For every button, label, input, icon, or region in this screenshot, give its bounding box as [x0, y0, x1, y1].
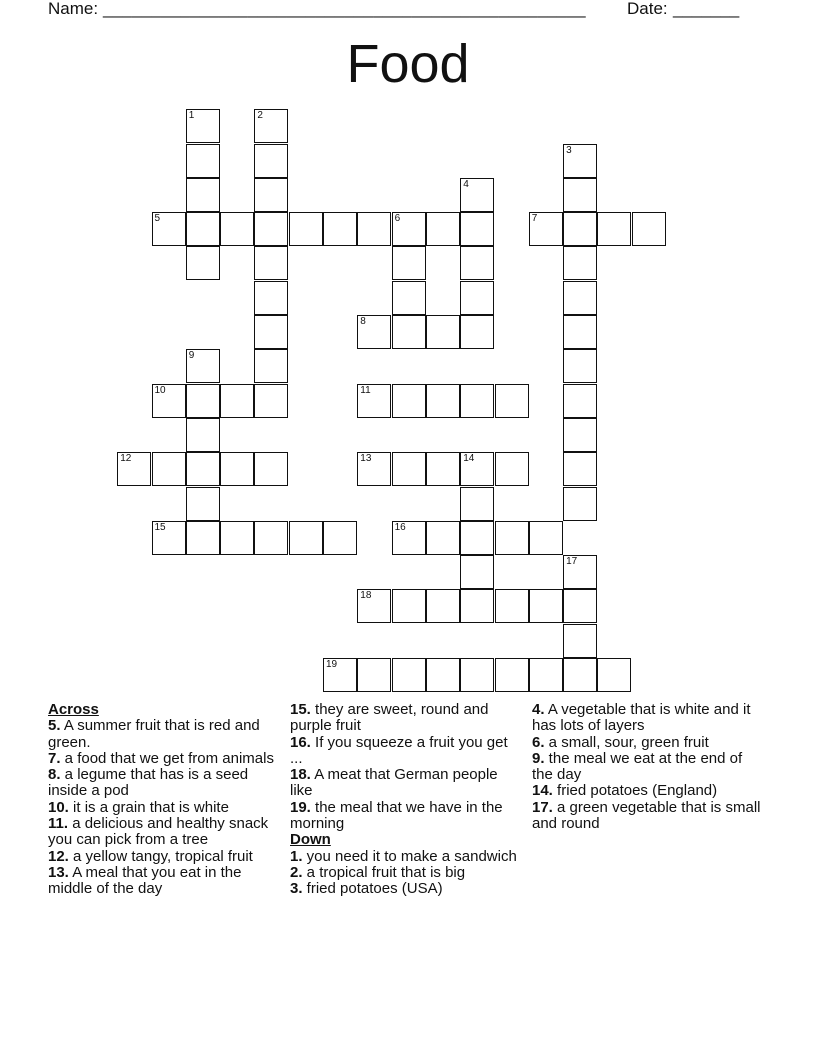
down-clue [290, 849, 522, 865]
across-clue [290, 767, 522, 800]
across-heading: Across [48, 701, 99, 718]
clue-number: 2. [290, 863, 303, 881]
across-clue [48, 800, 280, 816]
clue-number: 6 [394, 213, 401, 225]
grid-cell-1[interactable] [186, 109, 220, 143]
clue-text: a delicious and healthy snack you can pick from a tree [48, 815, 269, 849]
grid-cell[interactable] [323, 212, 357, 246]
grid-cell[interactable] [460, 384, 494, 418]
grid-cell[interactable] [460, 589, 494, 623]
across-clue [48, 849, 280, 865]
clue-number: 8. [48, 766, 61, 784]
down-clue [532, 783, 764, 799]
down-clue [532, 751, 764, 784]
clue-text: A meat that German people like [290, 766, 498, 800]
date-line[interactable]: _______ [673, 0, 740, 18]
clue-number: 5. [48, 717, 61, 735]
clue-number: 18 [360, 590, 372, 602]
grid-cell[interactable] [254, 246, 288, 280]
grid-cell[interactable] [460, 521, 494, 555]
grid-cell[interactable] [529, 589, 563, 623]
grid-cell[interactable] [426, 212, 460, 246]
clue-text: A meal that you eat in the middle of the day [48, 863, 242, 898]
grid-cell[interactable] [563, 212, 597, 246]
down-heading: Down [290, 831, 331, 849]
clue-text: If you squeeze a fruit you get ... [290, 733, 508, 767]
clue-number: 8 [360, 316, 366, 327]
clue-number: 6. [532, 733, 545, 751]
grid-cell[interactable] [220, 384, 254, 418]
grid-cell[interactable] [460, 281, 494, 315]
grid-cell[interactable] [563, 315, 597, 349]
grid-cell[interactable] [323, 521, 357, 555]
grid-cell-6[interactable] [392, 212, 426, 246]
clue-text: a legume that has is a seed inside a pod [48, 766, 249, 800]
clue-number: 15. [290, 701, 311, 718]
date-label: Date: [627, 0, 668, 18]
grid-cell[interactable] [254, 315, 288, 349]
grid-cell[interactable] [563, 349, 597, 383]
grid-cell[interactable] [460, 212, 494, 246]
across-clue [48, 865, 280, 898]
grid-cell[interactable] [563, 624, 597, 658]
down-clue [532, 800, 764, 833]
across-clue [48, 816, 280, 849]
grid-cell-18[interactable] [357, 589, 391, 623]
grid-cell[interactable] [357, 658, 391, 692]
grid-cell[interactable] [460, 246, 494, 280]
clue-number: 10. [48, 798, 69, 816]
grid-cell[interactable] [460, 487, 494, 521]
down-clue [532, 735, 764, 751]
grid-cell[interactable] [152, 452, 186, 486]
grid-cell-17[interactable] [563, 555, 597, 589]
clue-text: a green vegetable that is small and round [532, 798, 761, 833]
clue-text: the meal that we have in the morning [290, 798, 503, 833]
grid-cell-7[interactable] [529, 212, 563, 246]
grid-cell[interactable] [186, 144, 220, 178]
down-clues-list-2 [532, 702, 764, 832]
grid-cell[interactable] [392, 452, 426, 486]
grid-cell[interactable] [460, 555, 494, 589]
grid-cell-10[interactable] [152, 384, 186, 418]
grid-cell[interactable] [254, 144, 288, 178]
grid-cell[interactable] [186, 384, 220, 418]
across-clue [48, 718, 280, 751]
grid-cell[interactable] [495, 658, 529, 692]
grid-cell[interactable] [460, 658, 494, 692]
across-clues-list-2 [290, 702, 522, 832]
clue-number: 14 [463, 453, 475, 465]
grid-cell-14[interactable] [460, 452, 494, 486]
clue-text: fried potatoes (USA) [302, 880, 443, 898]
clue-number: 9. [532, 749, 545, 767]
clue-number: 7. [48, 749, 61, 767]
grid-cell[interactable] [254, 384, 288, 418]
clue-number: 2 [257, 110, 263, 122]
grid-cell[interactable] [563, 452, 597, 486]
clue-text: it is a grain that is white [68, 798, 229, 816]
clue-number: 5 [154, 213, 161, 225]
across-clue [290, 800, 522, 833]
across-clue [48, 751, 280, 767]
grid-cell[interactable] [426, 384, 460, 418]
clue-number: 13. [48, 863, 69, 881]
clue-text: A vegetable that is white and it has lots of layers [532, 701, 751, 735]
clues-column-3 [532, 702, 764, 832]
grid-cell[interactable] [597, 212, 631, 246]
clue-number: 13 [360, 453, 372, 465]
grid-cell[interactable] [254, 452, 288, 486]
clue-text: the meal we eat at the end of the day [532, 749, 743, 784]
clue-number: 12 [120, 453, 132, 465]
grid-cell[interactable] [563, 658, 597, 692]
grid-cell-3[interactable] [563, 144, 597, 178]
name-label: Name: [48, 0, 99, 18]
grid-cell[interactable] [529, 521, 563, 555]
grid-cell[interactable] [495, 452, 529, 486]
grid-cell[interactable] [254, 178, 288, 212]
grid-cell[interactable] [186, 452, 220, 486]
grid-cell[interactable] [289, 521, 323, 555]
clue-text: fried potatoes (England) [552, 782, 718, 800]
grid-cell[interactable] [186, 212, 220, 246]
grid-cell[interactable] [426, 589, 460, 623]
clue-text: a small, sour, green fruit [544, 733, 709, 751]
clue-text: they are sweet, round and purple fruit [290, 701, 489, 735]
grid-cell[interactable] [186, 521, 220, 555]
grid-cell[interactable] [426, 521, 460, 555]
grid-cell-4[interactable] [460, 178, 494, 212]
grid-cell-15[interactable] [152, 521, 186, 555]
clue-number: 7 [531, 213, 538, 225]
grid-cell[interactable] [495, 384, 529, 418]
clue-text: A summer fruit that is red and green. [48, 717, 260, 751]
clues-column-2 [290, 702, 522, 898]
grid-cell[interactable] [392, 246, 426, 280]
grid-cell-9[interactable] [186, 349, 220, 383]
grid-cell[interactable] [220, 452, 254, 486]
grid-cell[interactable] [563, 589, 597, 623]
clue-number: 12. [48, 847, 69, 865]
grid-cell-11[interactable] [357, 384, 391, 418]
grid-cell[interactable] [186, 418, 220, 452]
clue-number: 18. [290, 766, 311, 784]
clue-number: 1. [290, 847, 303, 865]
grid-cell-19[interactable] [323, 658, 357, 692]
clue-number: 16. [290, 733, 311, 751]
clue-number: 9 [188, 350, 195, 362]
grid-cell[interactable] [186, 246, 220, 280]
grid-cell-13[interactable] [357, 452, 391, 486]
grid-cell[interactable] [186, 178, 220, 212]
grid-cell-12[interactable] [117, 452, 151, 486]
clue-text: a tropical fruit that is big [302, 863, 466, 881]
grid-cell[interactable] [460, 315, 494, 349]
grid-cell[interactable] [563, 487, 597, 521]
clue-number: 11 [360, 384, 371, 396]
grid-cell[interactable] [597, 658, 631, 692]
grid-cell[interactable] [426, 315, 460, 349]
clue-number: 15 [154, 521, 166, 533]
grid-cell[interactable] [529, 658, 563, 692]
down-clues-list-1 [290, 849, 522, 898]
page-title: Food [346, 34, 470, 94]
clue-number: 1 [188, 110, 195, 122]
grid-cell[interactable] [357, 212, 391, 246]
grid-cell[interactable] [426, 452, 460, 486]
clue-number: 16 [394, 521, 406, 533]
clue-text: you need it to make a sandwich [302, 847, 517, 865]
grid-cell[interactable] [392, 315, 426, 349]
grid-cell[interactable] [392, 281, 426, 315]
grid-cell[interactable] [220, 521, 254, 555]
clue-number: 14. [532, 782, 553, 800]
grid-cell[interactable] [254, 281, 288, 315]
grid-cell[interactable] [392, 384, 426, 418]
clue-number: 4 [463, 178, 469, 190]
grid-cell[interactable] [254, 349, 288, 383]
grid-cell[interactable] [392, 589, 426, 623]
grid-cell[interactable] [426, 658, 460, 692]
grid-cell[interactable] [186, 487, 220, 521]
grid-cell[interactable] [563, 384, 597, 418]
clue-text: a yellow tangy, tropical fruit [68, 847, 253, 865]
clue-number: 4. [532, 701, 545, 718]
down-clue [532, 702, 764, 735]
grid-cell[interactable] [495, 521, 529, 555]
clue-text: a food that we get from animals [60, 749, 274, 767]
grid-cell-5[interactable] [152, 212, 186, 246]
down-clue [290, 865, 522, 881]
clue-number: 3 [566, 144, 572, 156]
grid-cell[interactable] [632, 212, 666, 246]
grid-cell[interactable] [563, 178, 597, 212]
clue-number: 17. [532, 798, 553, 816]
clues-column-1 [48, 702, 280, 898]
grid-cell-2[interactable] [254, 109, 288, 143]
grid-cell[interactable] [563, 418, 597, 452]
across-clues-list-1 [48, 718, 280, 897]
grid-cell[interactable] [392, 658, 426, 692]
grid-cell[interactable] [254, 212, 288, 246]
clue-number: 17 [566, 556, 578, 568]
clue-number: 3. [290, 880, 303, 898]
clue-number: 19 [326, 659, 338, 670]
grid-cell[interactable] [495, 589, 529, 623]
name-line[interactable]: __________________________________________________ [103, 0, 586, 18]
grid-cell[interactable] [254, 521, 288, 555]
down-clue [290, 881, 522, 897]
across-clue [290, 735, 522, 768]
grid-cell-8[interactable] [357, 315, 391, 349]
grid-cell[interactable] [289, 212, 323, 246]
across-clue [48, 767, 280, 800]
clue-number: 11. [48, 815, 69, 833]
grid-cell-16[interactable] [392, 521, 426, 555]
clue-number: 19. [290, 798, 311, 816]
grid-cell[interactable] [563, 246, 597, 280]
clue-number: 10 [154, 384, 166, 396]
grid-cell[interactable] [220, 212, 254, 246]
across-clue [290, 702, 522, 735]
grid-cell[interactable] [563, 281, 597, 315]
